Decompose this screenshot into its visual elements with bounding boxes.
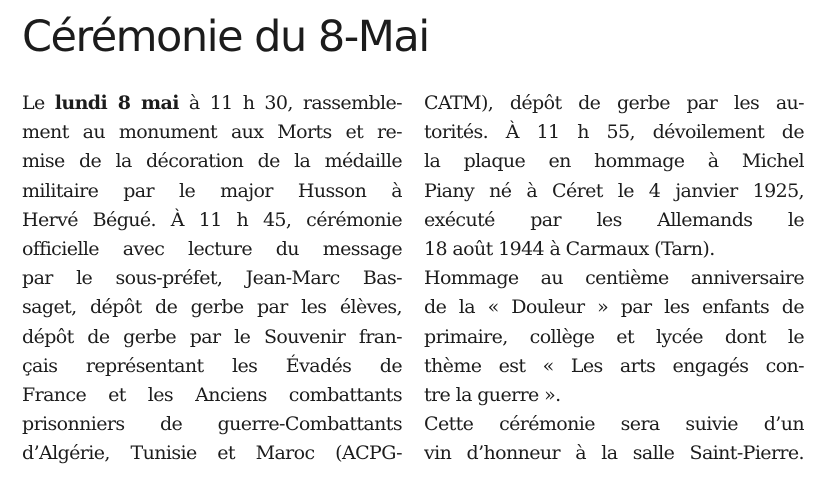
text-line: exécuté par les Allemands le — [424, 208, 804, 231]
text-line: Hervé Bégué. À 11 h 45, cérémonie — [22, 208, 402, 231]
text-line: Piany né à Céret le 4 janvier 1925, — [424, 179, 804, 202]
text-line: officielle avec lecture du message — [22, 237, 402, 260]
text-line: de la « Douleur » par les enfants de — [424, 296, 804, 319]
text-line: 18 août 1944 à Carmaux (Tarn). — [424, 237, 715, 260]
date-highlight: lundi 8 mai — [54, 92, 179, 114]
text-line: saget, dépôt de gerbe par les élèves, — [22, 296, 402, 319]
text-line: par le sous-préfet, Jean-Marc Bas- — [22, 267, 402, 290]
article-column-right — [424, 89, 804, 468]
text-segment: Le — [22, 92, 55, 114]
text-line: Cette cérémonie sera suivie d’un — [424, 413, 804, 436]
text-line: mise de la décoration de la médaille — [22, 150, 402, 173]
text-line: Hommage au centième anniversaire — [424, 267, 804, 290]
text-line — [22, 89, 402, 118]
text-line: thème est « Les arts engagés con- — [424, 354, 804, 377]
text-line: la plaque en hommage à Michel — [424, 150, 804, 173]
article-title: Cérémonie du 8-Mai — [22, 12, 429, 62]
text-line: ment au monument aux Morts et re- — [22, 121, 402, 144]
text-line: d’Algérie, Tunisie et Maroc (ACPG- — [22, 442, 402, 465]
article-column-left — [22, 89, 402, 468]
text-line: militaire par le major Husson à — [22, 179, 402, 202]
text-line: CATM), dépôt de gerbe par les au- — [424, 92, 804, 114]
text-segment: à 11 h 30, rassemble- — [178, 92, 402, 114]
text-line: dépôt de gerbe par le Souvenir fran- — [22, 325, 402, 348]
text-line: vin d’honneur à la salle Saint-Pierre. — [424, 442, 804, 465]
text-line: torités. À 11 h 55, dévoilement de — [424, 121, 804, 144]
text-line: tre la guerre ». — [424, 383, 561, 406]
text-line: France et les Anciens combattants — [22, 383, 402, 406]
text-line: primaire, collège et lycée dont le — [424, 325, 804, 348]
text-line: prisonniers de guerre-Combattants — [22, 413, 402, 436]
text-line: çais représentant les Évadés de — [22, 354, 402, 377]
